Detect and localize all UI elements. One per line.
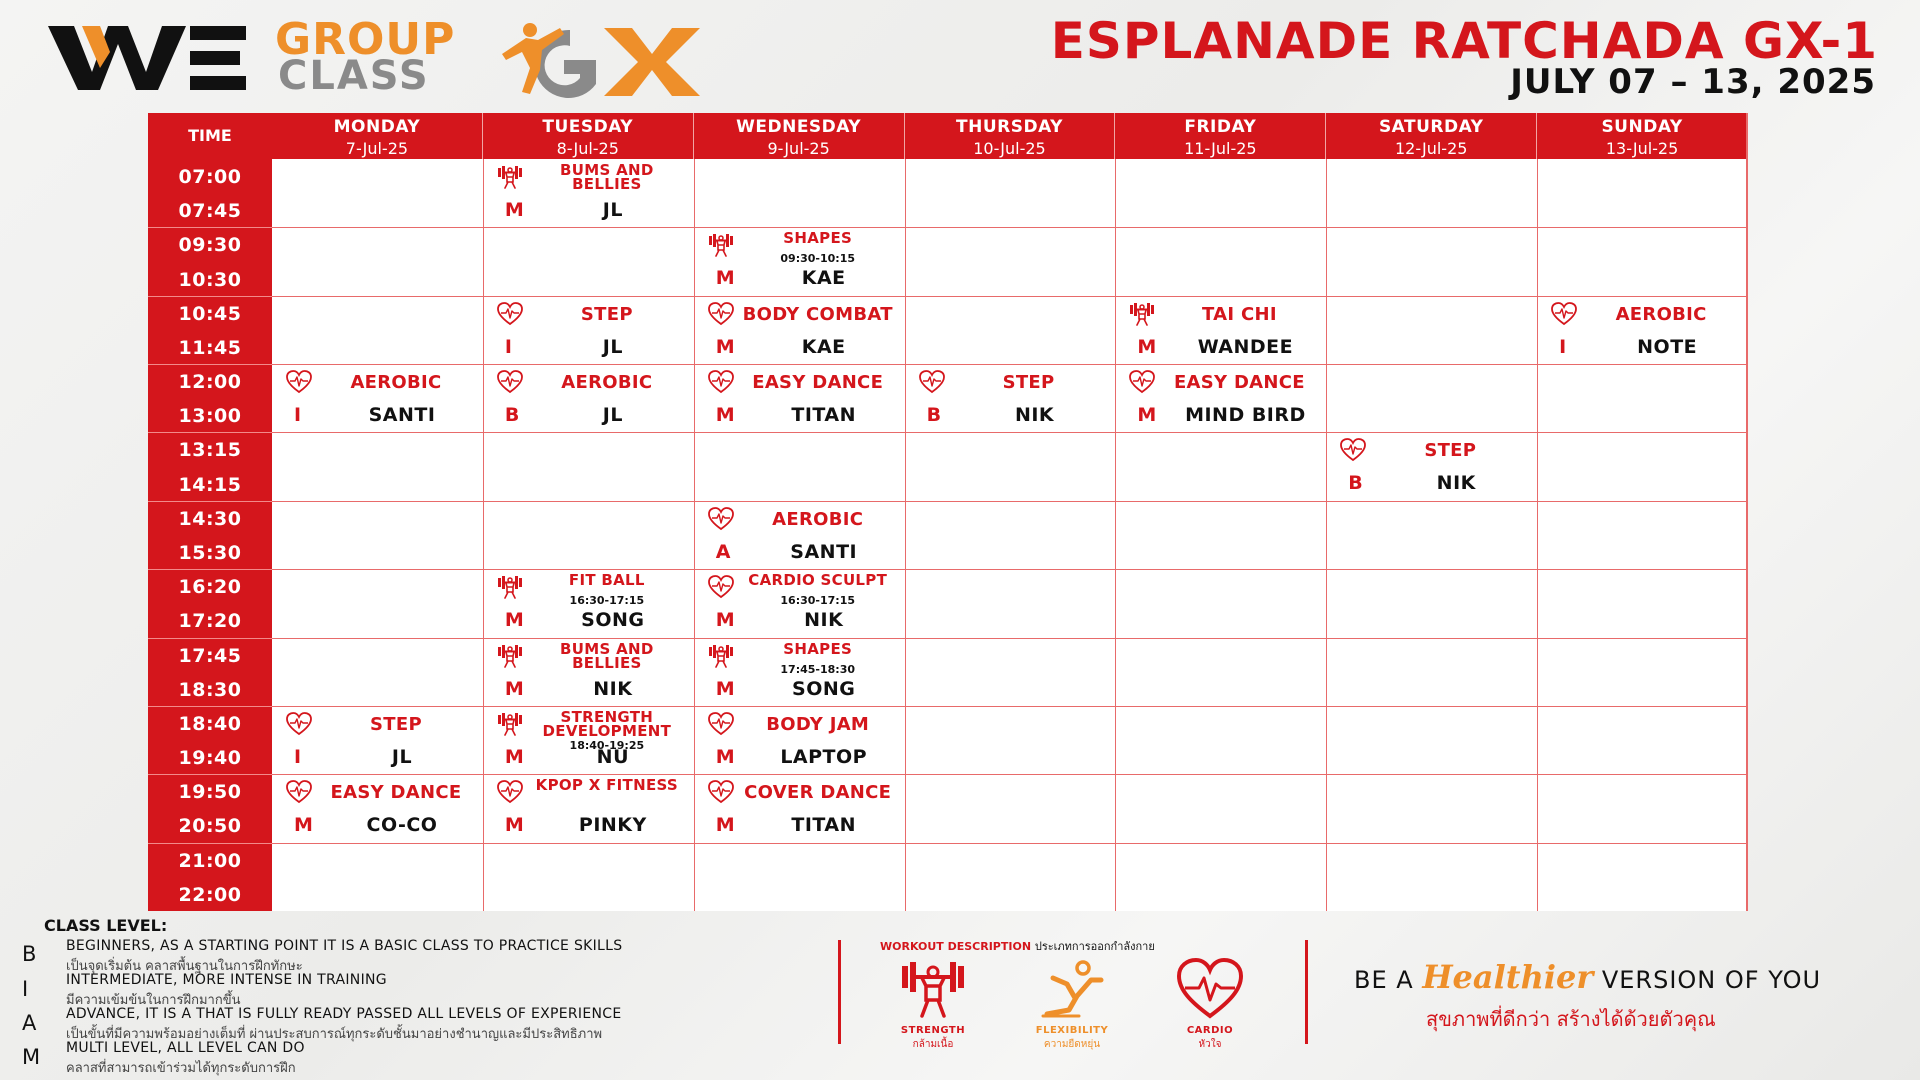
workout-strength-en: STRENGTH [900, 1025, 966, 1036]
class-level: M [715, 267, 735, 290]
time-row-divider [148, 432, 272, 433]
cardio-icon [497, 370, 523, 394]
class-level: M [715, 677, 735, 700]
cardio-icon [286, 780, 312, 804]
row-divider [272, 843, 1748, 844]
day-header-wednesday [694, 113, 905, 159]
class-entry [1326, 432, 1536, 500]
class-name: BODY COMBAT [742, 303, 893, 325]
workout-strength [878, 958, 988, 1050]
class-entry [694, 227, 904, 295]
workout-cardio-en: CARDIO [1186, 1025, 1234, 1036]
strength-icon [708, 644, 734, 668]
class-name: SHAPES [783, 639, 853, 658]
class-entry [694, 296, 904, 364]
level-description: INTERMEDIATE, MORE INTENSE IN TRAINING [66, 972, 387, 988]
cardio-icon [708, 370, 734, 394]
class-instructor: WANDEE [1197, 335, 1294, 358]
day-header-monday [272, 113, 483, 159]
class-instructor: JL [602, 199, 623, 221]
class-time: 18:40-19:25 [569, 738, 645, 752]
workout-flexibility-en: FLEXIBILITY [1035, 1025, 1109, 1036]
time-row-divider [148, 569, 272, 570]
day-name: TUESDAY [542, 117, 634, 137]
class-entry [483, 774, 693, 842]
class-instructor: NIK [1014, 404, 1055, 427]
strength-icon [497, 712, 523, 736]
cardio-icon [708, 712, 734, 736]
day-date: 8-Jul-25 [556, 139, 619, 158]
table-border [1746, 113, 1748, 911]
day-header-saturday [1326, 113, 1537, 159]
class-level: M [504, 609, 524, 632]
day-header-friday [1115, 113, 1326, 159]
class-name: CARDIO SCULPT [748, 571, 888, 590]
column-divider [1537, 159, 1538, 911]
class-instructor: JL [602, 335, 623, 358]
cardio-icon [497, 302, 523, 326]
time-label: 16:20 [178, 576, 242, 599]
time-label: 10:30 [178, 268, 242, 291]
class-level: I [1559, 335, 1567, 358]
strength-icon [1129, 302, 1155, 326]
class-level: M [1137, 404, 1157, 427]
day-name: SATURDAY [1378, 117, 1484, 137]
day-date: 9-Jul-25 [767, 139, 830, 158]
class-name: STRENGTH DEVELOPMENT [542, 707, 672, 740]
workout-flexibility [1017, 958, 1127, 1050]
time-label: 20:50 [178, 815, 242, 838]
time-label: 13:00 [178, 405, 242, 428]
cardio-icon [286, 712, 312, 736]
class-level: I [504, 335, 512, 358]
class-time: 17:45-18:30 [780, 662, 855, 676]
day-header-row [272, 113, 1748, 159]
class-level: M [504, 814, 524, 837]
column-divider [905, 159, 906, 911]
class-level: B [926, 404, 942, 427]
time-label: 18:40 [178, 712, 242, 735]
day-header-thursday [905, 113, 1116, 159]
class-level: M [715, 404, 735, 427]
row-divider [272, 227, 1748, 228]
time-row-divider [148, 501, 272, 502]
class-entry [694, 638, 904, 706]
time-row-divider [148, 296, 272, 297]
footer-divider [838, 940, 841, 1044]
class-level: B [504, 404, 520, 427]
time-label: 17:20 [178, 610, 242, 633]
level-description-thai: คลาสที่สามารถเข้าร่วมได้ทุกระดับการฝึก [66, 1061, 296, 1076]
class-name: KPOP X FITNESS [535, 776, 679, 795]
we-logo [48, 22, 248, 94]
flexibility-icon [1039, 958, 1105, 1020]
cardio-icon [1340, 438, 1366, 462]
day-date: 10-Jul-25 [973, 139, 1046, 158]
level-letter: I [22, 977, 29, 1001]
level-letter: B [22, 942, 37, 966]
class-instructor: PINKY [578, 814, 647, 837]
class-name: STEP [370, 713, 422, 735]
cardio-icon [497, 780, 523, 804]
time-label: 14:15 [178, 473, 242, 496]
class-level: M [715, 745, 735, 768]
cardio-icon [919, 370, 945, 394]
class-instructor: NIK [1436, 472, 1476, 495]
level-description: ADVANCE, IT IS A THAT IS FULLY READY PASSED ALL LEVELS OF EXPERIENCE [66, 1006, 622, 1022]
class-instructor: CO-CO [366, 814, 438, 837]
class-entry [905, 364, 1115, 432]
class-entry [272, 774, 482, 842]
time-label: 21:00 [178, 849, 242, 872]
strength-icon [497, 575, 523, 599]
cardio-icon [708, 507, 734, 531]
day-name: MONDAY [333, 117, 421, 137]
class-name: SHAPES [783, 229, 853, 248]
class-level: M [294, 814, 313, 837]
class-name: AEROBIC [772, 508, 864, 530]
class-instructor: KAE [801, 267, 846, 290]
level-description: MULTI LEVEL, ALL LEVEL CAN DO [66, 1040, 305, 1056]
class-instructor: NIK [804, 609, 844, 632]
class-instructor: TITAN [791, 404, 857, 427]
class-level: M [715, 335, 735, 358]
cardio-icon [1551, 302, 1577, 326]
day-header-sunday [1537, 113, 1748, 159]
workout-description-th: ประเภทการออกกำลังกาย [1034, 940, 1155, 953]
class-level-title: CLASS LEVEL: [44, 916, 168, 935]
tagline-post: VERSION OF YOU [1593, 966, 1822, 994]
class-entry [272, 364, 482, 432]
strength-icon [497, 644, 523, 668]
class-time: 16:30-17:15 [780, 594, 855, 608]
tagline-pre: BE A [1354, 966, 1423, 994]
date-range: JULY 07 – 13, 2025 [1510, 62, 1876, 102]
day-name: SUNDAY [1601, 117, 1683, 137]
workout-description-en: WORKOUT DESCRIPTION [880, 940, 1032, 953]
class-time: 09:30-10:15 [780, 252, 855, 266]
class-entry [694, 569, 904, 637]
day-name: THURSDAY [956, 117, 1063, 137]
class-entry [1115, 364, 1325, 432]
class-name: STEP [580, 303, 633, 325]
time-row-divider [148, 364, 272, 365]
time-label: 12:00 [178, 371, 242, 394]
class-level: M [504, 745, 524, 768]
workout-cardio-th: หัวใจ [1198, 1039, 1222, 1050]
cardio-icon [1177, 958, 1243, 1020]
day-date: 7-Jul-25 [345, 139, 409, 158]
row-divider [272, 501, 1748, 502]
class-name: COVER DANCE [744, 782, 892, 804]
class-entry [483, 296, 693, 364]
class-entry [483, 159, 693, 227]
level-description: BEGINNERS, AS A STARTING POINT IT IS A BASIC CLASS TO PRACTICE SKILLS [66, 938, 623, 954]
class-entry [694, 364, 904, 432]
time-label: 13:15 [178, 439, 242, 462]
class-instructor: KAE [801, 335, 846, 358]
class-instructor: SANTI [368, 404, 436, 427]
class-instructor: SONG [792, 677, 856, 700]
workout-description-label [880, 937, 1155, 955]
cardio-icon [708, 575, 734, 599]
time-row-divider [148, 227, 272, 228]
class-name: TAI CHI [1201, 303, 1277, 325]
workout-cardio [1155, 958, 1265, 1050]
day-date: 11-Jul-25 [1184, 139, 1257, 158]
class-instructor: NU [596, 745, 630, 768]
time-label: 07:00 [178, 166, 242, 188]
tagline [1354, 958, 1821, 996]
strength-icon [708, 233, 734, 257]
time-row-divider [148, 774, 272, 775]
class-name: BUMS AND BELLIES [560, 161, 654, 193]
class-name: STEP [1002, 372, 1055, 394]
class-level: M [715, 609, 735, 632]
class-entry [694, 774, 904, 842]
time-label: 18:30 [178, 678, 242, 701]
class-name: BODY JAM [766, 713, 870, 735]
class-level: M [504, 677, 524, 700]
class-instructor: NIK [593, 677, 633, 700]
class-instructor: NOTE [1637, 335, 1698, 358]
cardio-icon [708, 780, 734, 804]
time-label: 10:45 [178, 302, 242, 325]
time-label: 11:45 [178, 336, 242, 359]
class-entry [1115, 296, 1325, 364]
class-name: EASY DANCE [330, 782, 462, 804]
day-name: FRIDAY [1184, 117, 1257, 137]
class-name: EASY DANCE [1173, 372, 1305, 394]
level-description-thai: เป็นจุดเริ่มต้น คลาสพื้นฐานในการฝึกทักษะ [66, 959, 303, 974]
class-entry [694, 501, 904, 569]
time-label: 15:30 [178, 541, 242, 564]
time-label: 17:45 [178, 644, 242, 667]
logo-group-text: GROUP [275, 14, 456, 65]
time-header: TIME [188, 126, 232, 145]
venue-title: ESPLANADE RATCHADA GX-1 [1050, 12, 1878, 70]
tagline-highlight: Healthier [1422, 958, 1594, 996]
time-row-divider [148, 843, 272, 844]
class-instructor: LAPTOP [780, 745, 868, 768]
level-letter: A [22, 1011, 37, 1035]
class-time: 16:30-17:15 [569, 594, 645, 608]
time-label: 07:45 [178, 200, 242, 223]
column-divider [1326, 159, 1327, 911]
schedule-table [148, 113, 1748, 911]
day-name: WEDNESDAY [736, 117, 862, 137]
class-instructor: JL [602, 404, 623, 427]
logo-class-text: CLASS [278, 53, 430, 99]
class-level: M [715, 814, 735, 837]
class-instructor: SONG [581, 609, 645, 632]
day-date: 13-Jul-25 [1605, 139, 1679, 158]
level-description-thai: เป็นขั้นที่มีความพร้อมอย่างเต็มที่ ผ่านประสบการณ์ทุกระดับชั้นมาอย่างชำนาญและมีประสิทธิภาพ [66, 1027, 603, 1042]
class-entry [483, 569, 693, 637]
class-name: AEROBIC [1615, 303, 1707, 325]
time-label: 22:00 [178, 883, 242, 906]
class-level: M [1137, 335, 1157, 358]
class-name: AEROBIC [350, 372, 442, 394]
class-level: I [294, 745, 302, 768]
class-level: B [1348, 472, 1363, 495]
time-label: 19:40 [178, 747, 242, 770]
class-level: M [504, 199, 524, 221]
time-row-divider [148, 638, 272, 639]
class-level: A [715, 540, 731, 563]
day-date: 12-Jul-25 [1394, 139, 1468, 158]
time-label: 09:30 [178, 234, 242, 257]
class-entry [483, 638, 693, 706]
class-level: I [294, 404, 302, 427]
class-entry [483, 364, 693, 432]
class-instructor: SANTI [790, 540, 858, 563]
time-label: 19:50 [178, 781, 242, 804]
time-label: 14:30 [178, 507, 242, 530]
strength-icon [497, 165, 523, 189]
footer-divider [1305, 940, 1308, 1044]
class-entry [272, 706, 482, 774]
time-row-divider [148, 706, 272, 707]
level-letter: M [22, 1045, 41, 1069]
class-name: BUMS AND BELLIES [560, 639, 654, 672]
class-entry [483, 706, 693, 774]
workout-strength-th: กล้ามเนื้อ [912, 1039, 954, 1050]
class-entry [694, 706, 904, 774]
gx-logo [500, 22, 732, 98]
class-instructor: MIND BIRD [1185, 404, 1306, 427]
cardio-icon [708, 302, 734, 326]
cardio-icon [1129, 370, 1155, 394]
class-instructor: TITAN [791, 814, 857, 837]
class-name: STEP [1424, 440, 1477, 462]
class-name: FIT BALL [568, 571, 645, 590]
workout-flexibility-th: ความยืดหยุ่น [1043, 1039, 1101, 1050]
tagline-thai: สุขภาพที่ดีกว่า สร้างได้ด้วยตัวคุณ [1426, 1007, 1716, 1031]
class-name: AEROBIC [561, 372, 653, 394]
strength-icon [900, 958, 966, 1020]
cardio-icon [286, 370, 312, 394]
class-name: EASY DANCE [752, 372, 884, 394]
day-header-tuesday [483, 113, 694, 159]
column-divider [1115, 159, 1116, 911]
class-entry [1537, 296, 1747, 364]
class-instructor: JL [391, 745, 413, 768]
level-description-thai: มีความเข้มข้นในการฝึกมากขึ้น [66, 993, 241, 1008]
